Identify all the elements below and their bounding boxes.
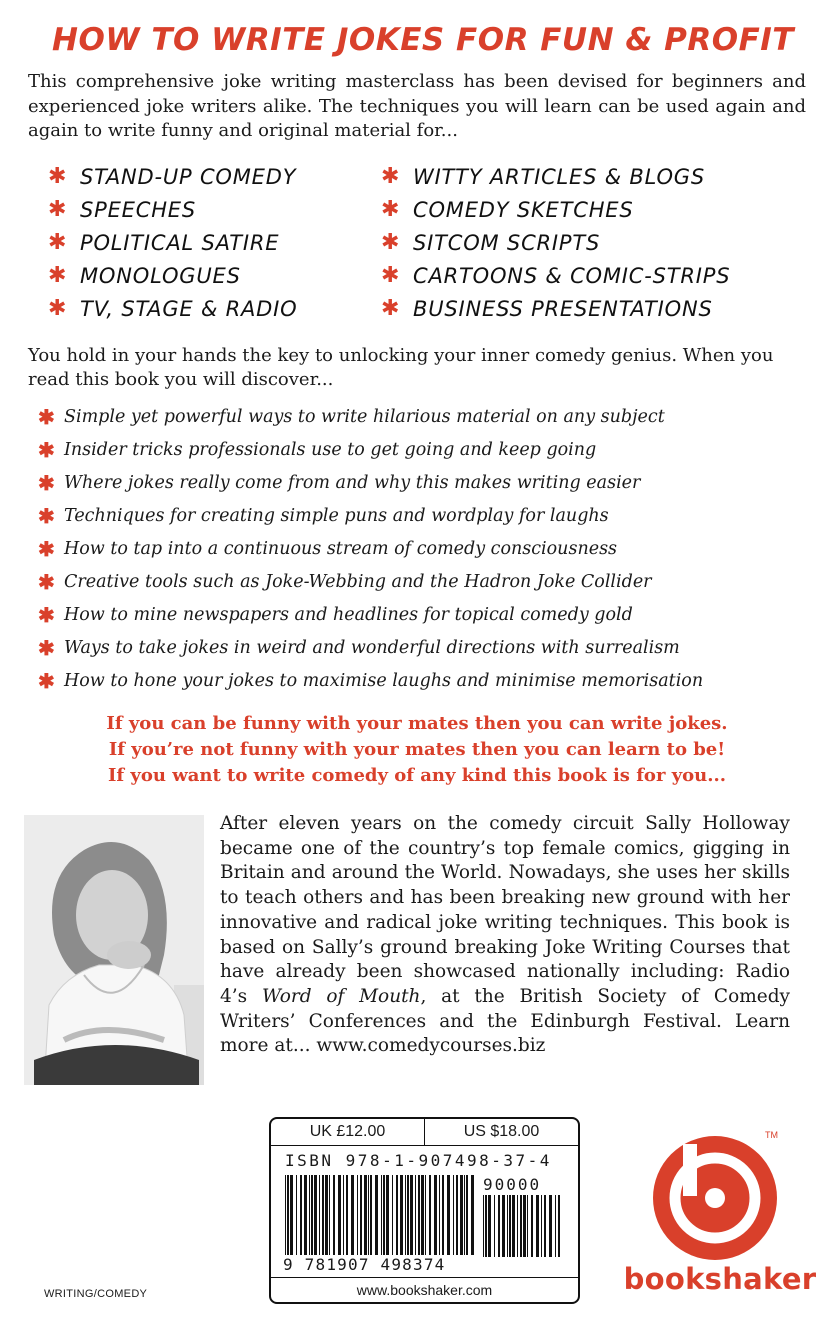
promo-line: If you’re not funny with your mates then you can learn to be!	[108, 739, 726, 760]
asterisk-icon: ✱	[38, 602, 55, 627]
list-item: ✱ WITTY ARTICLES & BLOGS	[381, 164, 705, 189]
list-item: ✱ Insider tricks professionals use to get going and keep going	[38, 437, 597, 462]
price-code: 90000	[483, 1175, 542, 1194]
discover-intro: You hold in your hands the key to unlocking your inner comedy genius. When you read this book you will discover...	[28, 345, 774, 390]
asterisk-icon: ✱	[48, 296, 68, 321]
list-item: ✱ COMEDY SKETCHES	[381, 197, 634, 222]
author-photo	[24, 815, 204, 1085]
list-item: ✱ SPEECHES	[48, 197, 196, 222]
list-item: ✱ Techniques for creating simple puns and wordplay for laughs	[38, 503, 609, 528]
list-item: ✱ Creative tools such as Joke-Webbing and the Hadron Joke Collider	[38, 569, 652, 594]
asterisk-icon: ✱	[38, 437, 55, 462]
asterisk-icon: ✱	[48, 164, 68, 189]
asterisk-icon: ✱	[381, 164, 401, 189]
asterisk-icon: ✱	[38, 569, 55, 594]
publisher-website: www.bookshaker.com	[271, 1277, 578, 1302]
list-item: ✱ TV, STAGE & RADIO	[48, 296, 298, 321]
uses-list-right	[381, 160, 730, 325]
list-item: ✱ Where jokes really come from and why this makes writing easier	[38, 470, 641, 495]
list-item: ✱ How to tap into a continuous stream of comedy consciousness	[38, 536, 618, 561]
price-row	[271, 1119, 578, 1146]
asterisk-icon: ✱	[38, 668, 55, 693]
asterisk-icon: ✱	[38, 503, 55, 528]
price-uk: UK £12.00	[271, 1119, 425, 1145]
list-item: ✱ BUSINESS PRESENTATIONS	[381, 296, 713, 321]
list-item: ✱ Ways to take jokes in weird and wonderful directions with surrealism	[38, 635, 680, 660]
asterisk-icon: ✱	[48, 263, 68, 288]
discoveries-list	[38, 400, 818, 697]
book-category: WRITING/COMEDY	[44, 1288, 148, 1300]
promo-line: If you want to write comedy of any kind this book is for you...	[107, 765, 727, 786]
asterisk-icon: ✱	[381, 197, 401, 222]
author-portrait-image	[24, 815, 204, 1085]
isbn-number: ISBN 978-1-907498-37-4	[285, 1151, 552, 1170]
list-item: ✱ SITCOM SCRIPTS	[381, 230, 601, 255]
asterisk-icon: ✱	[38, 635, 55, 660]
promo-line: If you can be funny with your mates then you can write jokes.	[106, 713, 728, 734]
asterisk-icon: ✱	[381, 263, 401, 288]
ean-digits: 9 781907 498374	[283, 1255, 446, 1274]
list-item: ✱ POLITICAL SATIRE	[48, 230, 280, 255]
list-item: ✱ How to hone your jokes to maximise laughs and minimise memorisation	[38, 668, 704, 693]
price-us: US $18.00	[463, 1123, 540, 1140]
asterisk-icon: ✱	[381, 296, 401, 321]
list-item: ✱ Simple yet powerful ways to write hilarious material on any subject	[38, 404, 665, 429]
uses-list-left	[48, 160, 297, 325]
asterisk-icon: ✱	[48, 197, 68, 222]
list-item: ✱ STAND-UP COMEDY	[48, 164, 297, 189]
cover-title: HOW TO WRITE JOKES FOR FUN & PROFIT	[52, 22, 794, 58]
author-bio: After eleven years on the comedy circuit Sally Holloway became one of the country’s top female comics, gigging in Britain and around the World. Nowadays, she uses her skills to teach others and has been breaking new ground with her innovative and radical joke writing techniques. This book is based on Sally’s ground breaking Joke Writing Courses that have already been showcased nationally including: Radio 4’s Word of Mouth, at the British Society of Comedy Writers’ Conferences and the Edinburgh Festival. Learn more at... www.comedycourses.biz	[220, 813, 790, 1057]
addon-barcode	[483, 1195, 563, 1257]
list-item: ✱ How to mine newspapers and headlines for topical comedy gold	[38, 602, 633, 627]
asterisk-icon: ✱	[48, 230, 68, 255]
asterisk-icon: ✱	[38, 470, 55, 495]
ean-barcode	[285, 1175, 475, 1255]
publisher-name: bookshaker	[623, 1262, 817, 1296]
list-item: ✱ MONOLOGUES	[48, 263, 241, 288]
radio-show-title: Word of Mouth	[261, 985, 421, 1007]
intro-paragraph: This comprehensive joke writing masterclass has been devised for beginners and experienced joke writers alike. The techniques you will learn can be used again and again to write funny and original material for...	[28, 71, 806, 141]
barcode-label	[269, 1117, 580, 1304]
trademark-mark: TM	[765, 1130, 778, 1140]
asterisk-icon: ✱	[38, 536, 55, 561]
promo-block	[20, 711, 814, 789]
list-item: ✱ CARTOONS & COMIC-STRIPS	[381, 263, 731, 288]
asterisk-icon: ✱	[38, 404, 55, 429]
asterisk-icon: ✱	[381, 230, 401, 255]
